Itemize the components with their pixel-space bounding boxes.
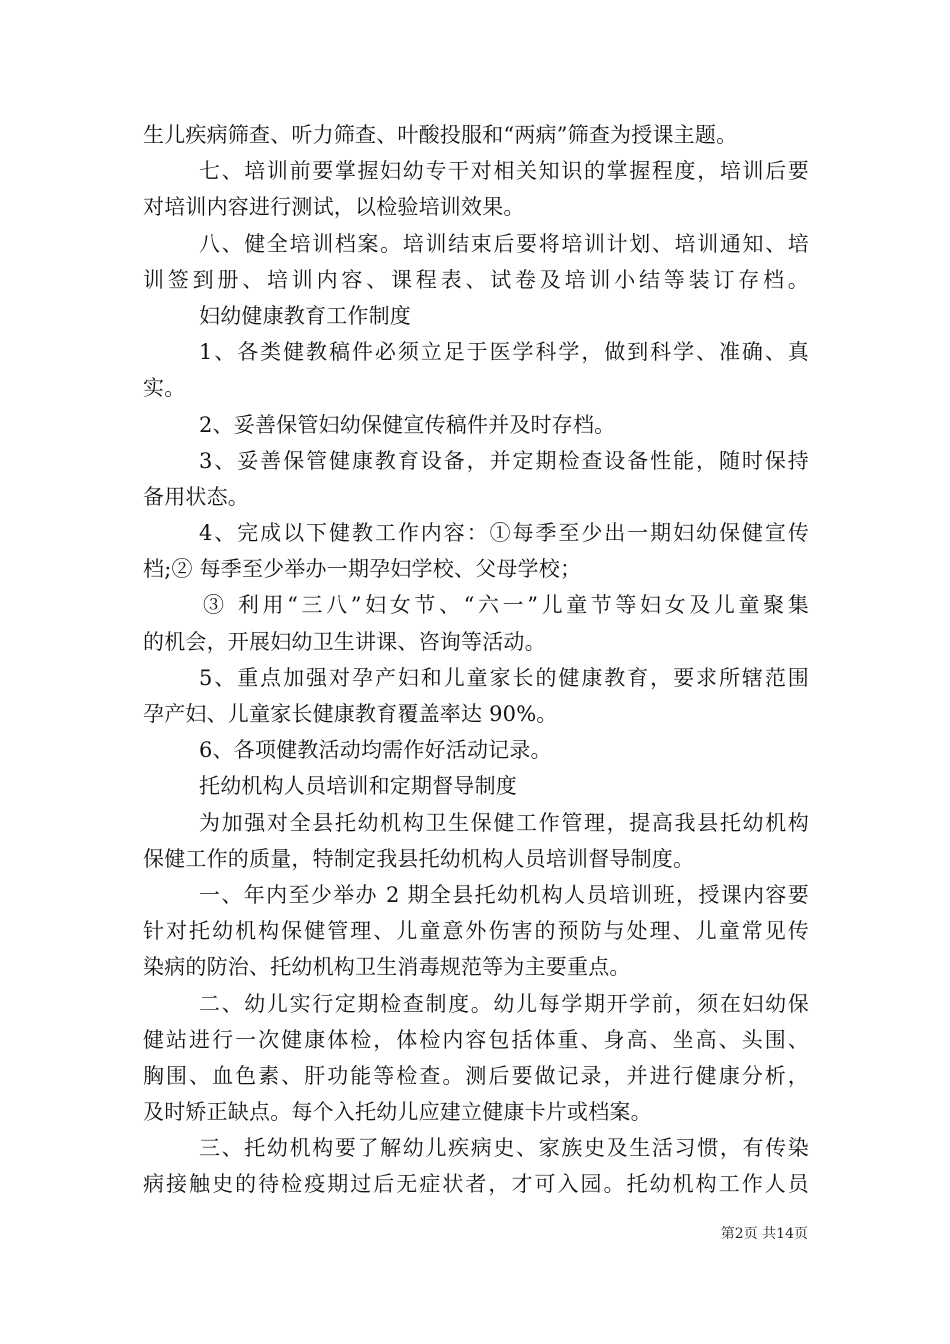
text-line: 6、各项健教活动均需作好活动记录。 bbox=[199, 738, 552, 763]
text-line: ③ 利用“三八”妇女节、“六一”儿童节等妇女及儿童聚集 bbox=[203, 593, 809, 618]
text-line: 七、培训前要掌握妇幼专干对相关知识的掌握程度，培训后要 bbox=[199, 159, 809, 184]
footer-prefix: 第 bbox=[720, 1226, 735, 1242]
text-line: 4、完成以下健教工作内容：①每季至少出一期妇幼保健宣传 bbox=[199, 521, 809, 546]
section-heading: 妇幼健康教育工作制度 bbox=[199, 303, 411, 328]
text-line: 档;② 每季至少举办一期孕妇学校、父母学校； bbox=[143, 557, 582, 582]
text-line: 病接触史的待检疫期过后无症状者，才可入园。托幼机构工作人员 bbox=[143, 1172, 809, 1197]
text-line: 生儿疾病筛查、听力筛查、叶酸投服和“两病”筛查为授课主题。 bbox=[143, 123, 738, 147]
text-line: 及时矫正缺点。每个入托幼儿应建立健康卡片或档案。 bbox=[143, 1100, 652, 1125]
text-line: 对培训内容进行测试，以检验培训效果。 bbox=[143, 195, 525, 220]
text-line: 孕产妇、儿童家长健康教育覆盖率达 90%。 bbox=[143, 702, 558, 726]
text-line: 针对托幼机构保健管理、儿童意外伤害的预防与处理、儿童常见传 bbox=[143, 919, 809, 944]
current-page-number: 2 bbox=[734, 1226, 744, 1242]
section-heading: 托幼机构人员培训和定期督导制度 bbox=[199, 774, 517, 799]
text-line: 二、幼儿实行定期检查制度。幼儿每学期开学前，须在妇幼保 bbox=[199, 991, 809, 1016]
text-line: 染病的防治、托幼机构卫生消毒规范等为主要重点。 bbox=[143, 955, 631, 980]
text-line: 胸围、血色素、肝功能等检查。测后要做记录，并进行健康分析， bbox=[143, 1063, 809, 1088]
footer-suffix: 页 bbox=[794, 1226, 808, 1242]
text-line: 一、年内至少举办 2 期全县托幼机构人员培训班，授课内容要 bbox=[199, 882, 809, 907]
text-line: 3、妥善保管健康教育设备，并定期检查设备性能，随时保持 bbox=[199, 448, 809, 473]
text-line: 5、重点加强对孕产妇和儿童家长的健康教育，要求所辖范围 bbox=[199, 665, 809, 690]
text-line: 八、健全培训档案。培训结束后要将培训计划、培训通知、培 bbox=[199, 231, 809, 256]
page-number-footer bbox=[721, 1225, 808, 1243]
text-line: 为加强对全县托幼机构卫生保健工作管理，提高我县托幼机构 bbox=[199, 810, 809, 835]
document-body bbox=[143, 117, 809, 1203]
text-line: 保健工作的质量，特制定我县托幼机构人员培训督导制度。 bbox=[143, 846, 695, 871]
text-line: 实。 bbox=[143, 376, 186, 401]
text-line: 训签到册、培训内容、课程表、试卷及培训小结等装订存档。 bbox=[143, 267, 809, 292]
footer-middle: 页 共 bbox=[743, 1226, 777, 1242]
text-line: 三、托幼机构要了解幼儿疾病史、家族史及生活习惯，有传染 bbox=[199, 1136, 809, 1161]
text-line: 健站进行一次健康体检，体检内容包括体重、身高、坐高、头围、 bbox=[143, 1027, 809, 1052]
text-line: 的机会，开展妇幼卫生讲课、咨询等活动。 bbox=[143, 629, 546, 654]
text-line: 1、各类健教稿件必须立足于医学科学，做到科学、准确、真 bbox=[199, 340, 809, 365]
total-page-count: 14 bbox=[776, 1226, 794, 1242]
text-line: 2、妥善保管妇幼保健宣传稿件并及时存档。 bbox=[199, 412, 616, 437]
text-line: 备用状态。 bbox=[143, 484, 249, 509]
